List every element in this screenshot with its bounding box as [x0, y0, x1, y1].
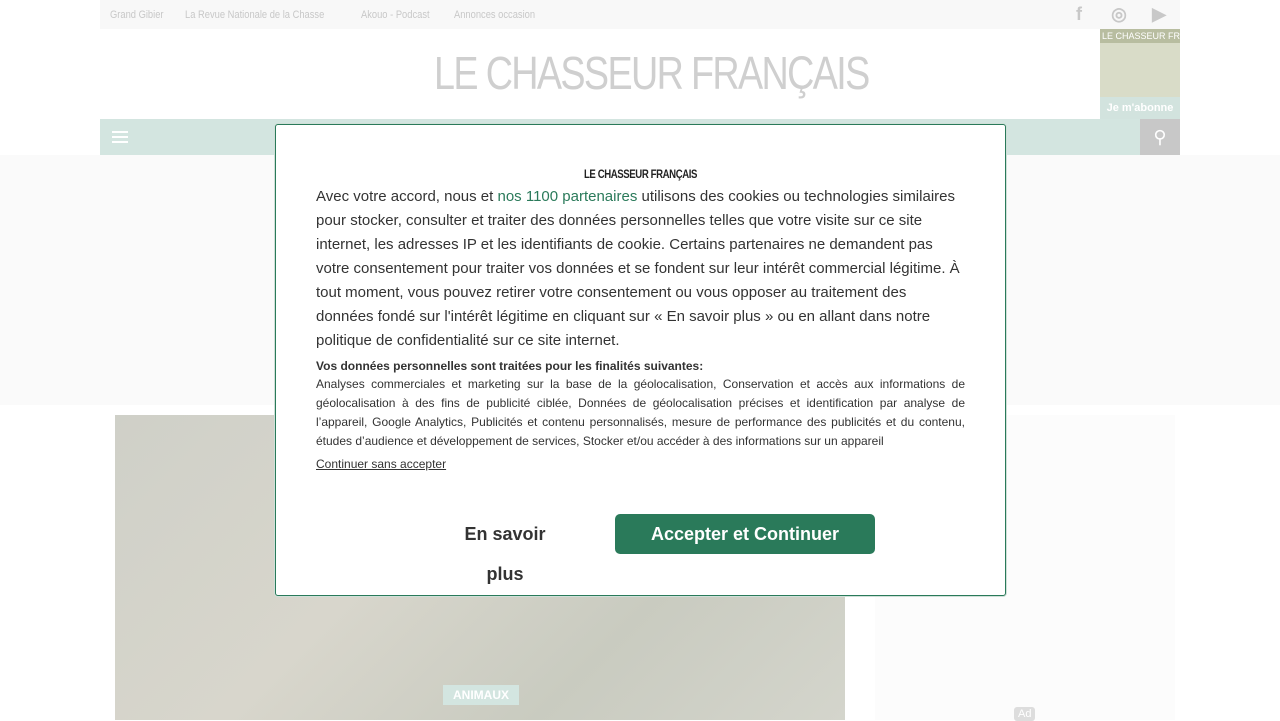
cover-title: LE CHASSEUR FRANÇAIS	[1102, 31, 1214, 41]
site-logo[interactable]: LE CHASSEUR FRANÇAIS	[434, 47, 869, 99]
consent-logo: LE CHASSEUR FRANÇAIS	[583, 167, 698, 181]
search-button[interactable]	[1140, 119, 1180, 155]
top-link-annonces[interactable]: Annonces occasion	[453, 8, 535, 21]
subscribe-button[interactable]: Je m'abonne	[1100, 97, 1180, 119]
consent-text-start: Avec votre accord, nous et	[316, 188, 498, 205]
ad-label: Ad	[1014, 707, 1035, 721]
consent-text-end: utilisons des cookies ou technologies similaires pour stocker, consulter et traiter des données personnelles telles que votre visite sur ce site internet, les adresses IP et les identifiants de cookie. Certains partenaires ne demandent pas votre consentement pour traiter vos données et se fondent sur leur intérêt commercial légitime. À tout moment, vous pouvez retirer votre consentement ou vous opposer au traitement des données fondé sur l'intérêt légitime en cliquant sur « En savoir plus » ou en allant dans notre politique de confidentialité sur ce site internet.	[316, 188, 960, 349]
facebook-icon[interactable]: f	[1076, 3, 1082, 24]
consent-dialog	[275, 124, 1006, 596]
instagram-icon[interactable]: ◎	[1111, 3, 1127, 24]
learn-more-button[interactable]: En savoir plus	[464, 524, 546, 584]
top-link-revue-nationale[interactable]: La Revue Nationale de la Chasse	[184, 8, 325, 21]
purposes-list: Analyses commerciales et marketing sur la base de la géolocalisation, Conservation et accès aux informations de géolocalisation à des fins de publicité ciblée, Données de géolocalisation précises et identification par analyse de l’appareil, Google Analytics, Publicités et contenu personnalisés, mesure de performance des publicités et du contenu, études d’audience et développement de services, Stocker et/ou accéder à des informations sur un appareil	[316, 377, 965, 448]
top-link-akouo-podcast[interactable]: Akouo - Podcast	[360, 8, 430, 21]
top-link-grand-gibier[interactable]: Grand Gibier	[110, 8, 164, 21]
magazine-cover[interactable]	[1100, 29, 1214, 119]
social-links	[1068, 3, 1170, 25]
purposes-heading: Vos données personnelles sont traitées pour les finalités suivantes:	[316, 359, 704, 373]
menu-icon[interactable]	[112, 131, 128, 143]
accept-button[interactable]: Accepter et Continuer	[615, 514, 875, 554]
consent-text	[316, 185, 965, 353]
top-links-bar	[100, 0, 1180, 29]
continue-without-accepting-link[interactable]: Continuer sans accepter	[316, 457, 447, 471]
partners-link[interactable]: nos 1100 partenaires	[497, 188, 638, 205]
category-tag[interactable]: ANIMAUX	[443, 685, 519, 705]
search-icon: ⚲	[1153, 127, 1167, 147]
youtube-icon[interactable]: ▶	[1152, 3, 1166, 24]
